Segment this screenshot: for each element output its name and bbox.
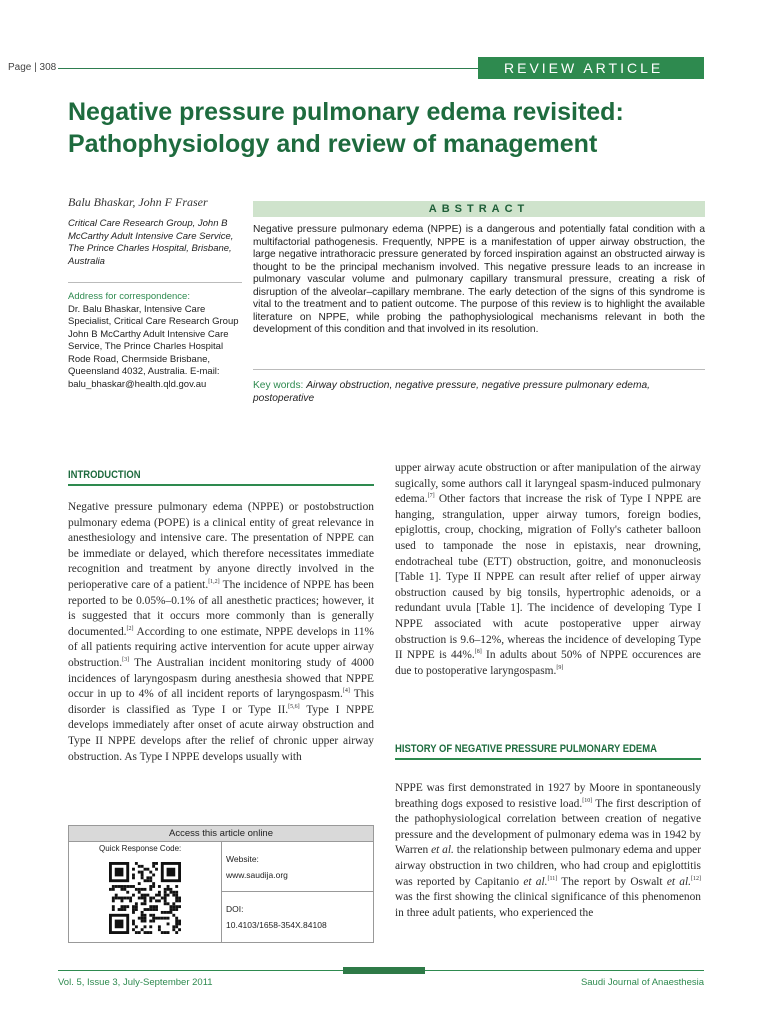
keywords-value: Airway obstruction, negative pressure, negative pressure pulmonary edema, postoperative <box>253 380 650 404</box>
affiliation: Critical Care Research Group, John B McCarthy Adult Intensive Care Service, The Prince Charles Hospital, Brisbane, Australia <box>68 218 234 267</box>
abstract-heading: ABSTRACT <box>253 201 705 217</box>
keywords-label: Key words: <box>253 380 304 391</box>
article-title: Negative pressure pulmonary edema revisited: Pathophysiology and review of management <box>68 98 624 158</box>
citation[interactable]: [12] <box>691 875 701 882</box>
intro-paragraph: Negative pressure pulmonary edema (NPPE) or postobstruction pulmonary edema (POPE) is a clinical entity of great relevance in anesthesiology and intensive care. The presentation of NPPE can be immediate or delayed, which therefore necessitates immediate recognition and treatment by anyone directly involved in the perioperative care of a patient.[1,2] The incidence of NPPE has been reported to be 0.05%–0.1% of all anesthetic practices; however, it is suggested that it occurs more commonly than is generally documented.[2] According to one estimate, NPPE develops in 11% of all patients requiring active intervention for acute upper airway obstruction.[3] The Australian incident monitoring study of 4000 incidences of laryngospasm during anesthesia showed that NPPE occur in up to 4% of all incident reports of laryngospasm.[4] This disorder is classified as Type I or Type II.[5,6] Type I NPPE develops immediately after onset of acute airway obstruction and Type II NPPE develops after the relief of chronic upper airway obstruction. As Type I NPPE develops usually with <box>68 501 375 763</box>
citation[interactable]: [11] <box>547 875 558 882</box>
correspondence-label: Address for correspondence: <box>68 291 190 302</box>
citation[interactable]: [1,2] <box>208 579 220 586</box>
access-article-box <box>68 825 374 943</box>
abstract-text: Negative pressure pulmonary edema (NPPE) is a dangerous and potentially fatal condition with a multifactorial pathogenesis. Frequently, NPPE is a manifestation of upper airway obstruction, the large negative intrathoracic pressure generated by forced inspiration against an obstructed airway is thought to be the principal mechanism involved. This negative pressure leads to an increase in pulmonary vascular volume and pulmonary capillary transmural pressure, creating a risk of disruption of the alveolar–capillary membrane. The early detection of the signs of this syndrome is vital to the treatment and to patient outcome. The purpose of this review is to highlight the available literature on NPPE, while probing the pathophysiological mechanisms relevant in both the development of this condition and that involved in its resolution. <box>253 224 705 335</box>
intro-heading-rule <box>68 484 374 486</box>
doi-label: DOI: <box>226 904 244 914</box>
history-paragraph: NPPE was first demonstrated in 1927 by Moore in spontaneously breathing dogs exposed to resistive load.[10] The first description of the pathophysiological correlation between creation of negative pressure and the development of pulmonary edema was in 1942 by Warren et al. the relationship between pulmonary edema and upper airway obstruction in two children, who had croup and epiglottitis was reported by Capitanio et al.[11] The report by Oswalt et al.[12] was the first showing the clinical significance of this phenomenon in three adult patients, who experienced the <box>395 782 701 919</box>
website-link[interactable]: www.saudija.org <box>226 870 288 880</box>
website-cell <box>222 842 373 892</box>
citation[interactable]: [5,6] <box>288 703 300 710</box>
website-label: Website: <box>226 854 259 864</box>
qr-cell <box>69 842 222 942</box>
citation[interactable]: [2] <box>126 625 134 632</box>
citation[interactable]: [7] <box>427 493 435 500</box>
affiliation-divider <box>68 282 242 283</box>
page-number: Page | 308 <box>8 62 57 73</box>
footer-journal: Saudi Journal of Anaesthesia <box>580 977 704 988</box>
correspondence <box>68 291 248 391</box>
access-heading: Access this article online <box>69 826 373 842</box>
citation[interactable]: [8] <box>474 649 482 656</box>
footer-volume: Vol. 5, Issue 3, July-September 2011 <box>58 977 213 988</box>
doi-value[interactable]: 10.4103/1658-354X.84108 <box>226 920 327 930</box>
qr-label: Quick Response Code: <box>99 844 182 853</box>
section-label: REVIEW ARTICLE <box>478 57 704 79</box>
correspondence-text: Dr. Balu Bhaskar, Intensive Care Specialist, Critical Care Research Group John B McCarthy Adult Intensive Care Service, The Prince Charles Hospital Rode Road, Chermside Brisbane, Queensland 4032, Australia. E-mail: balu_bhaskar@health.qld.gov.au <box>68 303 239 390</box>
doi-cell <box>222 892 373 942</box>
citation[interactable]: [9] <box>556 664 564 671</box>
citation[interactable]: [4] <box>342 688 350 695</box>
qr-code-icon[interactable] <box>109 862 181 934</box>
column2-paragraph: upper airway acute obstruction or after manipulation of the airway sugically, some authors call it laryngeal spasm-induced pulmonary edema.[7] Other factors that increase the risk of Type I NPPE are hanging, strangulation, upper airway tumors, foreign bodies, epiglottis, croup, chocking, migration of Folly's catheter balloon used to tamponade the nose in epistaxis, near drowning, endotracheal tube (ETT) obstruction, goitre, and mononucleosis [Table 1]. Type II NPPE can result after relief of upper airway obstruction caused by big tonsils, hypertrophic adenoids, or a redundant uvula [Table 1]. The incidence of developing Type I NPPE associated with acute postoperative upper airway obstruction is 9.6–12%, whereas the incidence of developing Type II NPPE is 44%.[8] In adults about 50% of NPPE occurences are due to postoperative laryngospasm.[9] <box>395 462 701 677</box>
citation[interactable]: [3] <box>122 657 130 664</box>
footer-accent <box>343 967 425 974</box>
authors: Balu Bhaskar, John F Fraser <box>68 195 208 209</box>
intro-heading: INTRODUCTION <box>68 469 141 481</box>
history-heading: HISTORY OF NEGATIVE PRESSURE PULMONARY EDEMA <box>395 743 657 755</box>
history-heading-rule <box>395 758 701 760</box>
header-rule <box>58 68 478 69</box>
citation[interactable]: [10] <box>582 797 593 804</box>
abstract-divider <box>253 369 705 370</box>
keywords <box>253 379 705 405</box>
